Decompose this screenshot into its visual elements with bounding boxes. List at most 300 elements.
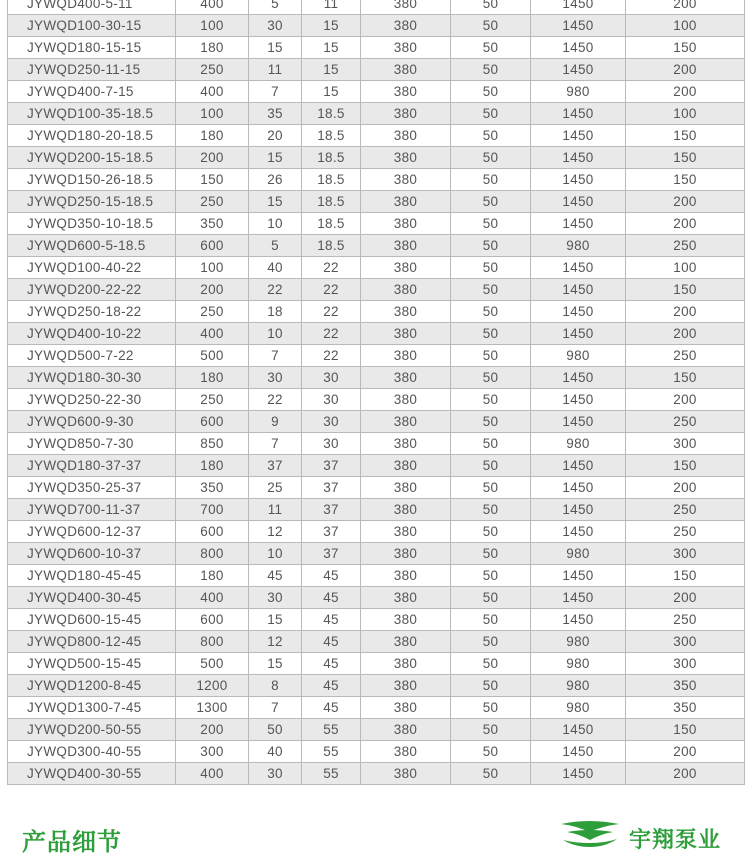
table-cell-frequency: 50	[451, 81, 531, 103]
table-cell-frequency: 50	[451, 389, 531, 411]
table-cell-power: 18.5	[302, 191, 361, 213]
table-cell-model: JYWQD400-30-45	[8, 587, 176, 609]
table-cell-flow: 180	[176, 455, 249, 477]
table-cell-flow: 100	[176, 15, 249, 37]
table-cell-power: 55	[302, 719, 361, 741]
table-cell-head: 10	[249, 213, 302, 235]
table-cell-speed: 1450	[531, 719, 626, 741]
table-cell-flow: 300	[176, 741, 249, 763]
table-cell-power: 37	[302, 499, 361, 521]
spec-table	[7, 0, 745, 785]
table-cell-head: 25	[249, 477, 302, 499]
table-cell-flow: 250	[176, 59, 249, 81]
table-cell-head: 40	[249, 741, 302, 763]
table-cell-frequency: 50	[451, 719, 531, 741]
table-cell-head: 30	[249, 587, 302, 609]
table-cell-speed: 1450	[531, 565, 626, 587]
table-cell-power: 22	[302, 345, 361, 367]
table-cell-frequency: 50	[451, 543, 531, 565]
brand-name: 宇翔泵业	[629, 828, 722, 853]
table-cell-voltage: 380	[361, 0, 451, 15]
table-cell-frequency: 50	[451, 323, 531, 345]
table-cell-speed: 1450	[531, 147, 626, 169]
table-cell-frequency: 50	[451, 741, 531, 763]
table-cell-flow: 180	[176, 37, 249, 59]
table-cell-speed: 1450	[531, 0, 626, 15]
table-cell-frequency: 50	[451, 763, 531, 785]
table-cell-speed: 1450	[531, 301, 626, 323]
table-cell-head: 7	[249, 345, 302, 367]
table-cell-flow: 500	[176, 345, 249, 367]
table-row	[8, 565, 745, 587]
table-cell-voltage: 380	[361, 433, 451, 455]
table-cell-head: 35	[249, 103, 302, 125]
table-cell-voltage: 380	[361, 147, 451, 169]
table-cell-frequency: 50	[451, 37, 531, 59]
table-cell-frequency: 50	[451, 15, 531, 37]
table-cell-model: JYWQD600-10-37	[8, 543, 176, 565]
table-cell-flow: 400	[176, 0, 249, 15]
table-row	[8, 257, 745, 279]
table-cell-power: 22	[302, 257, 361, 279]
table-cell-frequency: 50	[451, 235, 531, 257]
table-cell-power: 15	[302, 81, 361, 103]
table-cell-model: JYWQD100-35-18.5	[8, 103, 176, 125]
table-cell-frequency: 50	[451, 279, 531, 301]
table-cell-frequency: 50	[451, 367, 531, 389]
table-cell-power: 45	[302, 565, 361, 587]
table-cell-outlet: 100	[626, 103, 745, 125]
table-cell-power: 18.5	[302, 147, 361, 169]
table-cell-flow: 850	[176, 433, 249, 455]
table-cell-voltage: 380	[361, 15, 451, 37]
table-cell-power: 22	[302, 323, 361, 345]
table-cell-speed: 1450	[531, 389, 626, 411]
table-cell-speed: 1450	[531, 367, 626, 389]
table-cell-voltage: 380	[361, 543, 451, 565]
table-cell-voltage: 380	[361, 675, 451, 697]
table-row	[8, 301, 745, 323]
table-cell-model: JYWQD200-50-55	[8, 719, 176, 741]
table-cell-power: 30	[302, 389, 361, 411]
table-cell-frequency: 50	[451, 0, 531, 15]
table-cell-speed: 1450	[531, 15, 626, 37]
table-cell-head: 45	[249, 565, 302, 587]
table-cell-frequency: 50	[451, 697, 531, 719]
table-cell-voltage: 380	[361, 257, 451, 279]
table-cell-outlet: 200	[626, 763, 745, 785]
table-cell-model: JYWQD250-22-30	[8, 389, 176, 411]
table-cell-speed: 980	[531, 81, 626, 103]
table-cell-frequency: 50	[451, 499, 531, 521]
table-cell-model: JYWQD400-30-55	[8, 763, 176, 785]
table-cell-power: 45	[302, 631, 361, 653]
table-cell-voltage: 380	[361, 719, 451, 741]
table-cell-speed: 1450	[531, 609, 626, 631]
table-cell-model: JYWQD400-5-11	[8, 0, 176, 15]
table-cell-voltage: 380	[361, 455, 451, 477]
table-row	[8, 15, 745, 37]
table-cell-power: 18.5	[302, 235, 361, 257]
table-cell-model: JYWQD800-12-45	[8, 631, 176, 653]
table-row	[8, 719, 745, 741]
table-cell-speed: 1450	[531, 213, 626, 235]
table-row	[8, 631, 745, 653]
table-cell-outlet: 250	[626, 235, 745, 257]
table-cell-speed: 1450	[531, 103, 626, 125]
table-row	[8, 521, 745, 543]
table-cell-power: 18.5	[302, 169, 361, 191]
table-cell-voltage: 380	[361, 345, 451, 367]
table-cell-flow: 200	[176, 719, 249, 741]
table-cell-flow: 800	[176, 631, 249, 653]
table-cell-power: 15	[302, 37, 361, 59]
table-cell-voltage: 380	[361, 477, 451, 499]
table-cell-model: JYWQD1200-8-45	[8, 675, 176, 697]
table-row	[8, 59, 745, 81]
table-cell-outlet: 200	[626, 741, 745, 763]
table-cell-frequency: 50	[451, 103, 531, 125]
table-cell-voltage: 380	[361, 609, 451, 631]
table-cell-frequency: 50	[451, 191, 531, 213]
table-cell-head: 30	[249, 367, 302, 389]
table-cell-voltage: 380	[361, 587, 451, 609]
table-cell-frequency: 50	[451, 345, 531, 367]
table-cell-flow: 180	[176, 565, 249, 587]
table-cell-flow: 200	[176, 279, 249, 301]
table-cell-frequency: 50	[451, 455, 531, 477]
table-cell-model: JYWQD350-10-18.5	[8, 213, 176, 235]
table-cell-flow: 250	[176, 191, 249, 213]
table-cell-head: 15	[249, 191, 302, 213]
table-cell-head: 7	[249, 697, 302, 719]
table-cell-frequency: 50	[451, 477, 531, 499]
table-cell-voltage: 380	[361, 521, 451, 543]
table-cell-outlet: 300	[626, 631, 745, 653]
table-cell-model: JYWQD1300-7-45	[8, 697, 176, 719]
table-cell-speed: 1450	[531, 37, 626, 59]
table-cell-speed: 1450	[531, 257, 626, 279]
table-cell-outlet: 200	[626, 477, 745, 499]
table-cell-head: 37	[249, 455, 302, 477]
table-cell-power: 45	[302, 697, 361, 719]
table-cell-power: 37	[302, 543, 361, 565]
table-cell-outlet: 150	[626, 279, 745, 301]
table-row	[8, 763, 745, 785]
table-cell-frequency: 50	[451, 147, 531, 169]
table-cell-flow: 350	[176, 213, 249, 235]
table-cell-speed: 1450	[531, 191, 626, 213]
table-cell-model: JYWQD300-40-55	[8, 741, 176, 763]
table-row	[8, 741, 745, 763]
table-cell-frequency: 50	[451, 59, 531, 81]
table-cell-head: 11	[249, 59, 302, 81]
table-cell-outlet: 300	[626, 543, 745, 565]
table-cell-head: 9	[249, 411, 302, 433]
table-cell-model: JYWQD850-7-30	[8, 433, 176, 455]
table-cell-frequency: 50	[451, 301, 531, 323]
table-cell-flow: 100	[176, 103, 249, 125]
table-cell-head: 5	[249, 235, 302, 257]
table-cell-voltage: 380	[361, 169, 451, 191]
table-cell-power: 30	[302, 433, 361, 455]
table-cell-outlet: 150	[626, 455, 745, 477]
table-row	[8, 477, 745, 499]
table-cell-head: 30	[249, 15, 302, 37]
table-cell-head: 7	[249, 433, 302, 455]
table-cell-speed: 980	[531, 697, 626, 719]
table-cell-model: JYWQD200-15-18.5	[8, 147, 176, 169]
table-cell-model: JYWQD500-7-22	[8, 345, 176, 367]
table-cell-voltage: 380	[361, 631, 451, 653]
table-row	[8, 169, 745, 191]
table-cell-outlet: 300	[626, 433, 745, 455]
table-cell-speed: 1450	[531, 587, 626, 609]
table-cell-frequency: 50	[451, 653, 531, 675]
table-cell-speed: 980	[531, 631, 626, 653]
table-cell-speed: 980	[531, 675, 626, 697]
table-cell-voltage: 380	[361, 279, 451, 301]
table-cell-model: JYWQD400-10-22	[8, 323, 176, 345]
table-cell-speed: 1450	[531, 477, 626, 499]
table-row	[8, 587, 745, 609]
table-cell-voltage: 380	[361, 213, 451, 235]
table-cell-power: 11	[302, 0, 361, 15]
table-cell-outlet: 100	[626, 15, 745, 37]
table-cell-frequency: 50	[451, 631, 531, 653]
table-cell-voltage: 380	[361, 367, 451, 389]
table-cell-model: JYWQD180-37-37	[8, 455, 176, 477]
table-row	[8, 103, 745, 125]
table-cell-flow: 500	[176, 653, 249, 675]
table-cell-power: 55	[302, 763, 361, 785]
table-cell-outlet: 300	[626, 653, 745, 675]
table-cell-head: 10	[249, 323, 302, 345]
table-cell-model: JYWQD100-40-22	[8, 257, 176, 279]
table-cell-power: 30	[302, 367, 361, 389]
table-cell-head: 15	[249, 653, 302, 675]
table-cell-outlet: 200	[626, 389, 745, 411]
table-cell-head: 5	[249, 0, 302, 15]
leaf-swoosh-icon	[559, 820, 621, 848]
table-cell-head: 26	[249, 169, 302, 191]
table-cell-model: JYWQD700-11-37	[8, 499, 176, 521]
table-cell-frequency: 50	[451, 587, 531, 609]
table-cell-flow: 400	[176, 587, 249, 609]
table-cell-frequency: 50	[451, 169, 531, 191]
table-cell-speed: 1450	[531, 741, 626, 763]
table-cell-voltage: 380	[361, 565, 451, 587]
table-cell-flow: 180	[176, 125, 249, 147]
table-cell-outlet: 200	[626, 323, 745, 345]
table-cell-flow: 250	[176, 301, 249, 323]
table-cell-head: 15	[249, 147, 302, 169]
table-cell-flow: 400	[176, 763, 249, 785]
table-cell-speed: 980	[531, 433, 626, 455]
table-cell-voltage: 380	[361, 697, 451, 719]
table-cell-flow: 150	[176, 169, 249, 191]
table-row	[8, 345, 745, 367]
table-cell-flow: 250	[176, 389, 249, 411]
table-cell-outlet: 200	[626, 81, 745, 103]
spec-table-body	[8, 0, 745, 785]
table-cell-voltage: 380	[361, 103, 451, 125]
table-cell-voltage: 380	[361, 323, 451, 345]
table-cell-flow: 800	[176, 543, 249, 565]
table-cell-head: 50	[249, 719, 302, 741]
table-cell-frequency: 50	[451, 609, 531, 631]
table-cell-speed: 1450	[531, 323, 626, 345]
table-cell-power: 55	[302, 741, 361, 763]
table-cell-head: 10	[249, 543, 302, 565]
table-cell-flow: 1200	[176, 675, 249, 697]
table-cell-speed: 980	[531, 235, 626, 257]
table-row	[8, 543, 745, 565]
table-row	[8, 609, 745, 631]
table-row	[8, 37, 745, 59]
table-cell-voltage: 380	[361, 499, 451, 521]
table-cell-head: 40	[249, 257, 302, 279]
table-cell-flow: 100	[176, 257, 249, 279]
table-cell-speed: 1450	[531, 763, 626, 785]
table-cell-outlet: 150	[626, 169, 745, 191]
table-cell-flow: 600	[176, 521, 249, 543]
table-cell-outlet: 150	[626, 147, 745, 169]
table-cell-outlet: 200	[626, 213, 745, 235]
table-cell-head: 22	[249, 279, 302, 301]
table-cell-outlet: 150	[626, 367, 745, 389]
table-cell-power: 15	[302, 59, 361, 81]
table-row	[8, 235, 745, 257]
table-row	[8, 125, 745, 147]
table-cell-outlet: 350	[626, 675, 745, 697]
table-cell-flow: 600	[176, 609, 249, 631]
table-cell-power: 45	[302, 675, 361, 697]
table-cell-flow: 400	[176, 81, 249, 103]
table-row	[8, 499, 745, 521]
table-cell-frequency: 50	[451, 257, 531, 279]
table-cell-power: 22	[302, 301, 361, 323]
table-cell-outlet: 200	[626, 0, 745, 15]
table-cell-outlet: 250	[626, 521, 745, 543]
table-cell-outlet: 200	[626, 59, 745, 81]
table-cell-outlet: 150	[626, 719, 745, 741]
table-cell-speed: 980	[531, 653, 626, 675]
table-cell-power: 15	[302, 15, 361, 37]
table-cell-speed: 1450	[531, 279, 626, 301]
table-cell-model: JYWQD180-45-45	[8, 565, 176, 587]
table-row	[8, 147, 745, 169]
table-row	[8, 367, 745, 389]
table-cell-speed: 1450	[531, 499, 626, 521]
table-cell-power: 45	[302, 653, 361, 675]
table-row	[8, 653, 745, 675]
table-cell-head: 8	[249, 675, 302, 697]
table-cell-frequency: 50	[451, 125, 531, 147]
table-cell-model: JYWQD100-30-15	[8, 15, 176, 37]
table-cell-model: JYWQD250-15-18.5	[8, 191, 176, 213]
table-cell-outlet: 250	[626, 345, 745, 367]
table-cell-speed: 980	[531, 345, 626, 367]
table-cell-head: 15	[249, 37, 302, 59]
table-cell-voltage: 380	[361, 653, 451, 675]
table-cell-outlet: 150	[626, 565, 745, 587]
table-cell-power: 37	[302, 477, 361, 499]
table-cell-frequency: 50	[451, 433, 531, 455]
table-row	[8, 697, 745, 719]
table-cell-power: 18.5	[302, 103, 361, 125]
table-cell-model: JYWQD400-7-15	[8, 81, 176, 103]
table-cell-model: JYWQD180-30-30	[8, 367, 176, 389]
table-cell-voltage: 380	[361, 763, 451, 785]
table-cell-outlet: 250	[626, 411, 745, 433]
table-cell-power: 18.5	[302, 213, 361, 235]
table-cell-flow: 180	[176, 367, 249, 389]
table-cell-model: JYWQD600-9-30	[8, 411, 176, 433]
table-cell-outlet: 100	[626, 257, 745, 279]
table-cell-head: 30	[249, 763, 302, 785]
table-cell-head: 12	[249, 521, 302, 543]
table-cell-voltage: 380	[361, 301, 451, 323]
table-cell-outlet: 250	[626, 609, 745, 631]
table-cell-speed: 1450	[531, 125, 626, 147]
table-cell-model: JYWQD200-22-22	[8, 279, 176, 301]
table-cell-voltage: 380	[361, 59, 451, 81]
table-cell-speed: 1450	[531, 521, 626, 543]
table-cell-frequency: 50	[451, 565, 531, 587]
table-cell-model: JYWQD600-12-37	[8, 521, 176, 543]
table-cell-flow: 350	[176, 477, 249, 499]
table-row	[8, 389, 745, 411]
table-cell-speed: 1450	[531, 411, 626, 433]
table-cell-speed: 1450	[531, 455, 626, 477]
table-cell-flow: 400	[176, 323, 249, 345]
table-cell-speed: 980	[531, 543, 626, 565]
table-cell-power: 18.5	[302, 125, 361, 147]
section-title: 产品细节	[22, 828, 122, 856]
table-cell-power: 45	[302, 587, 361, 609]
table-cell-voltage: 380	[361, 191, 451, 213]
table-cell-model: JYWQD250-11-15	[8, 59, 176, 81]
table-row	[8, 213, 745, 235]
table-cell-power: 37	[302, 521, 361, 543]
table-cell-outlet: 250	[626, 499, 745, 521]
table-cell-frequency: 50	[451, 675, 531, 697]
table-cell-model: JYWQD150-26-18.5	[8, 169, 176, 191]
table-cell-outlet: 350	[626, 697, 745, 719]
table-cell-head: 7	[249, 81, 302, 103]
table-cell-speed: 1450	[531, 59, 626, 81]
table-cell-flow: 700	[176, 499, 249, 521]
table-cell-flow: 1300	[176, 697, 249, 719]
table-cell-outlet: 200	[626, 587, 745, 609]
table-cell-head: 11	[249, 499, 302, 521]
table-cell-voltage: 380	[361, 389, 451, 411]
table-cell-flow: 200	[176, 147, 249, 169]
table-cell-voltage: 380	[361, 235, 451, 257]
table-cell-outlet: 200	[626, 301, 745, 323]
table-cell-outlet: 200	[626, 191, 745, 213]
table-cell-power: 37	[302, 455, 361, 477]
table-cell-frequency: 50	[451, 213, 531, 235]
table-cell-head: 12	[249, 631, 302, 653]
table-row	[8, 191, 745, 213]
table-row	[8, 279, 745, 301]
table-cell-head: 22	[249, 389, 302, 411]
table-cell-voltage: 380	[361, 81, 451, 103]
table-row	[8, 675, 745, 697]
table-cell-voltage: 380	[361, 741, 451, 763]
